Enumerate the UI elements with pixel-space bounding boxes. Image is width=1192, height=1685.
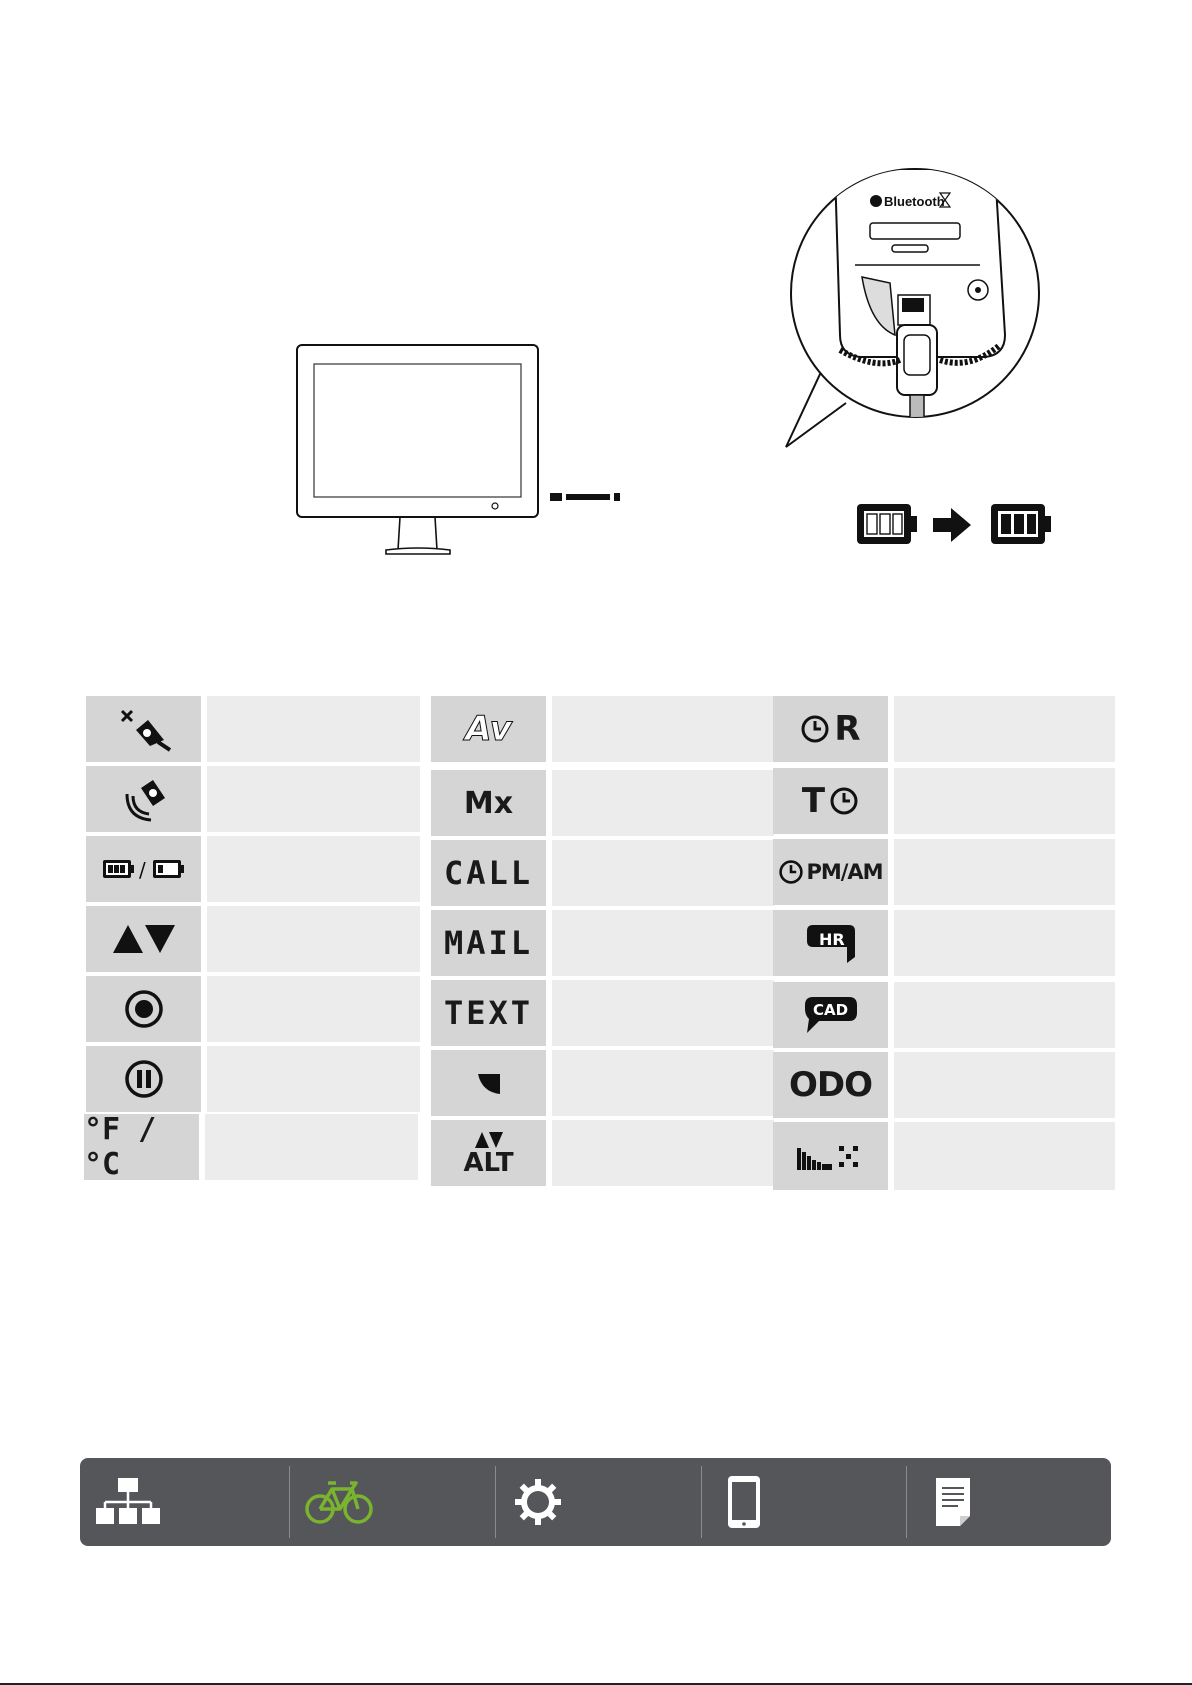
- nav-separator: [495, 1466, 496, 1538]
- gear-icon: [512, 1476, 564, 1528]
- list-item: [773, 696, 1107, 762]
- description-cell: [552, 840, 774, 906]
- device-usb-connection-illustration: [780, 165, 1050, 455]
- average-icon: Av: [431, 696, 546, 762]
- nav-bike[interactable]: [290, 1458, 495, 1546]
- clock-pm-am-icon: PM/AM: [773, 839, 888, 905]
- description-cell: [207, 766, 420, 832]
- description-cell: [552, 1120, 774, 1186]
- nav-sitemap[interactable]: [80, 1458, 285, 1546]
- description-cell: [207, 1046, 420, 1112]
- mail-icon: MAIL: [431, 910, 546, 976]
- list-item: [773, 839, 1107, 905]
- list-item: [431, 696, 765, 762]
- heart-rate-icon: HR: [773, 910, 888, 976]
- list-item: [773, 768, 1107, 834]
- sitemap-icon: [94, 1476, 164, 1528]
- phone-icon: [724, 1474, 764, 1530]
- description-cell: [207, 696, 420, 762]
- description-cell: [894, 1122, 1115, 1190]
- recording-icon: [86, 976, 201, 1042]
- list-item: [86, 976, 420, 1042]
- bottom-navigation-bar: [80, 1458, 1111, 1546]
- description-cell: [207, 906, 420, 972]
- description-cell: [894, 839, 1115, 905]
- call-icon: CALL: [431, 840, 546, 906]
- list-item: [86, 766, 420, 832]
- description-cell: [552, 770, 774, 836]
- list-item: [84, 1114, 418, 1180]
- document-icon: [932, 1476, 976, 1528]
- altitude-icon: ALT: [431, 1120, 546, 1186]
- description-cell: [552, 910, 774, 976]
- nav-settings[interactable]: [498, 1458, 703, 1546]
- battery-empty-icon: [857, 504, 917, 544]
- description-cell: [552, 696, 774, 762]
- description-cell: [207, 836, 420, 902]
- list-item: [431, 1050, 765, 1116]
- list-item: [431, 840, 765, 906]
- list-item: [773, 910, 1107, 976]
- list-item: [431, 910, 765, 976]
- battery-full-low-icon: [86, 836, 201, 902]
- description-cell: [205, 1114, 418, 1180]
- pause-icon: [86, 1046, 201, 1112]
- list-item: [86, 696, 420, 762]
- gradient-icon: [431, 1050, 546, 1116]
- nav-document[interactable]: [918, 1458, 1123, 1546]
- description-cell: [894, 910, 1115, 976]
- list-item: [773, 982, 1107, 1048]
- list-item: [431, 980, 765, 1046]
- trip-time-icon: T: [773, 768, 888, 834]
- description-cell: [894, 696, 1115, 762]
- odometer-icon: ODO: [773, 1052, 888, 1118]
- gps-signal-icon: [86, 766, 201, 832]
- description-cell: [894, 982, 1115, 1048]
- bluetooth-label: Bluetooth: [884, 194, 945, 209]
- battery-full-icon: [991, 504, 1051, 544]
- list-item: [86, 1046, 420, 1112]
- altitude-chart-icon: [773, 1122, 888, 1190]
- description-cell: [552, 1050, 774, 1116]
- nav-separator: [906, 1466, 907, 1538]
- list-item: [773, 1052, 1107, 1118]
- ride-time-icon: R: [773, 696, 888, 762]
- maximum-icon: Mx: [431, 770, 546, 836]
- list-item: [86, 836, 420, 902]
- temperature-unit-icon: °F / °C: [84, 1114, 199, 1180]
- cadence-icon: CAD: [773, 982, 888, 1048]
- speed-up-down-arrows-icon: [86, 906, 201, 972]
- arrow-right-icon: [933, 508, 971, 542]
- bike-icon: [304, 1477, 374, 1527]
- list-item: [86, 906, 420, 972]
- description-cell: [207, 976, 420, 1042]
- svg-text:/: /: [138, 858, 146, 882]
- computer-monitor-illustration: [290, 340, 635, 560]
- list-item: [431, 1120, 765, 1186]
- description-cell: [552, 980, 774, 1046]
- text-icon: TEXT: [431, 980, 546, 1046]
- list-item: [431, 770, 765, 836]
- description-cell: [894, 768, 1115, 834]
- description-cell: [894, 1052, 1115, 1118]
- nav-phone[interactable]: [710, 1458, 915, 1546]
- gps-no-signal-icon: [86, 696, 201, 762]
- battery-charging-illustration: [855, 500, 1055, 550]
- list-item: [773, 1122, 1107, 1190]
- nav-separator: [701, 1466, 702, 1538]
